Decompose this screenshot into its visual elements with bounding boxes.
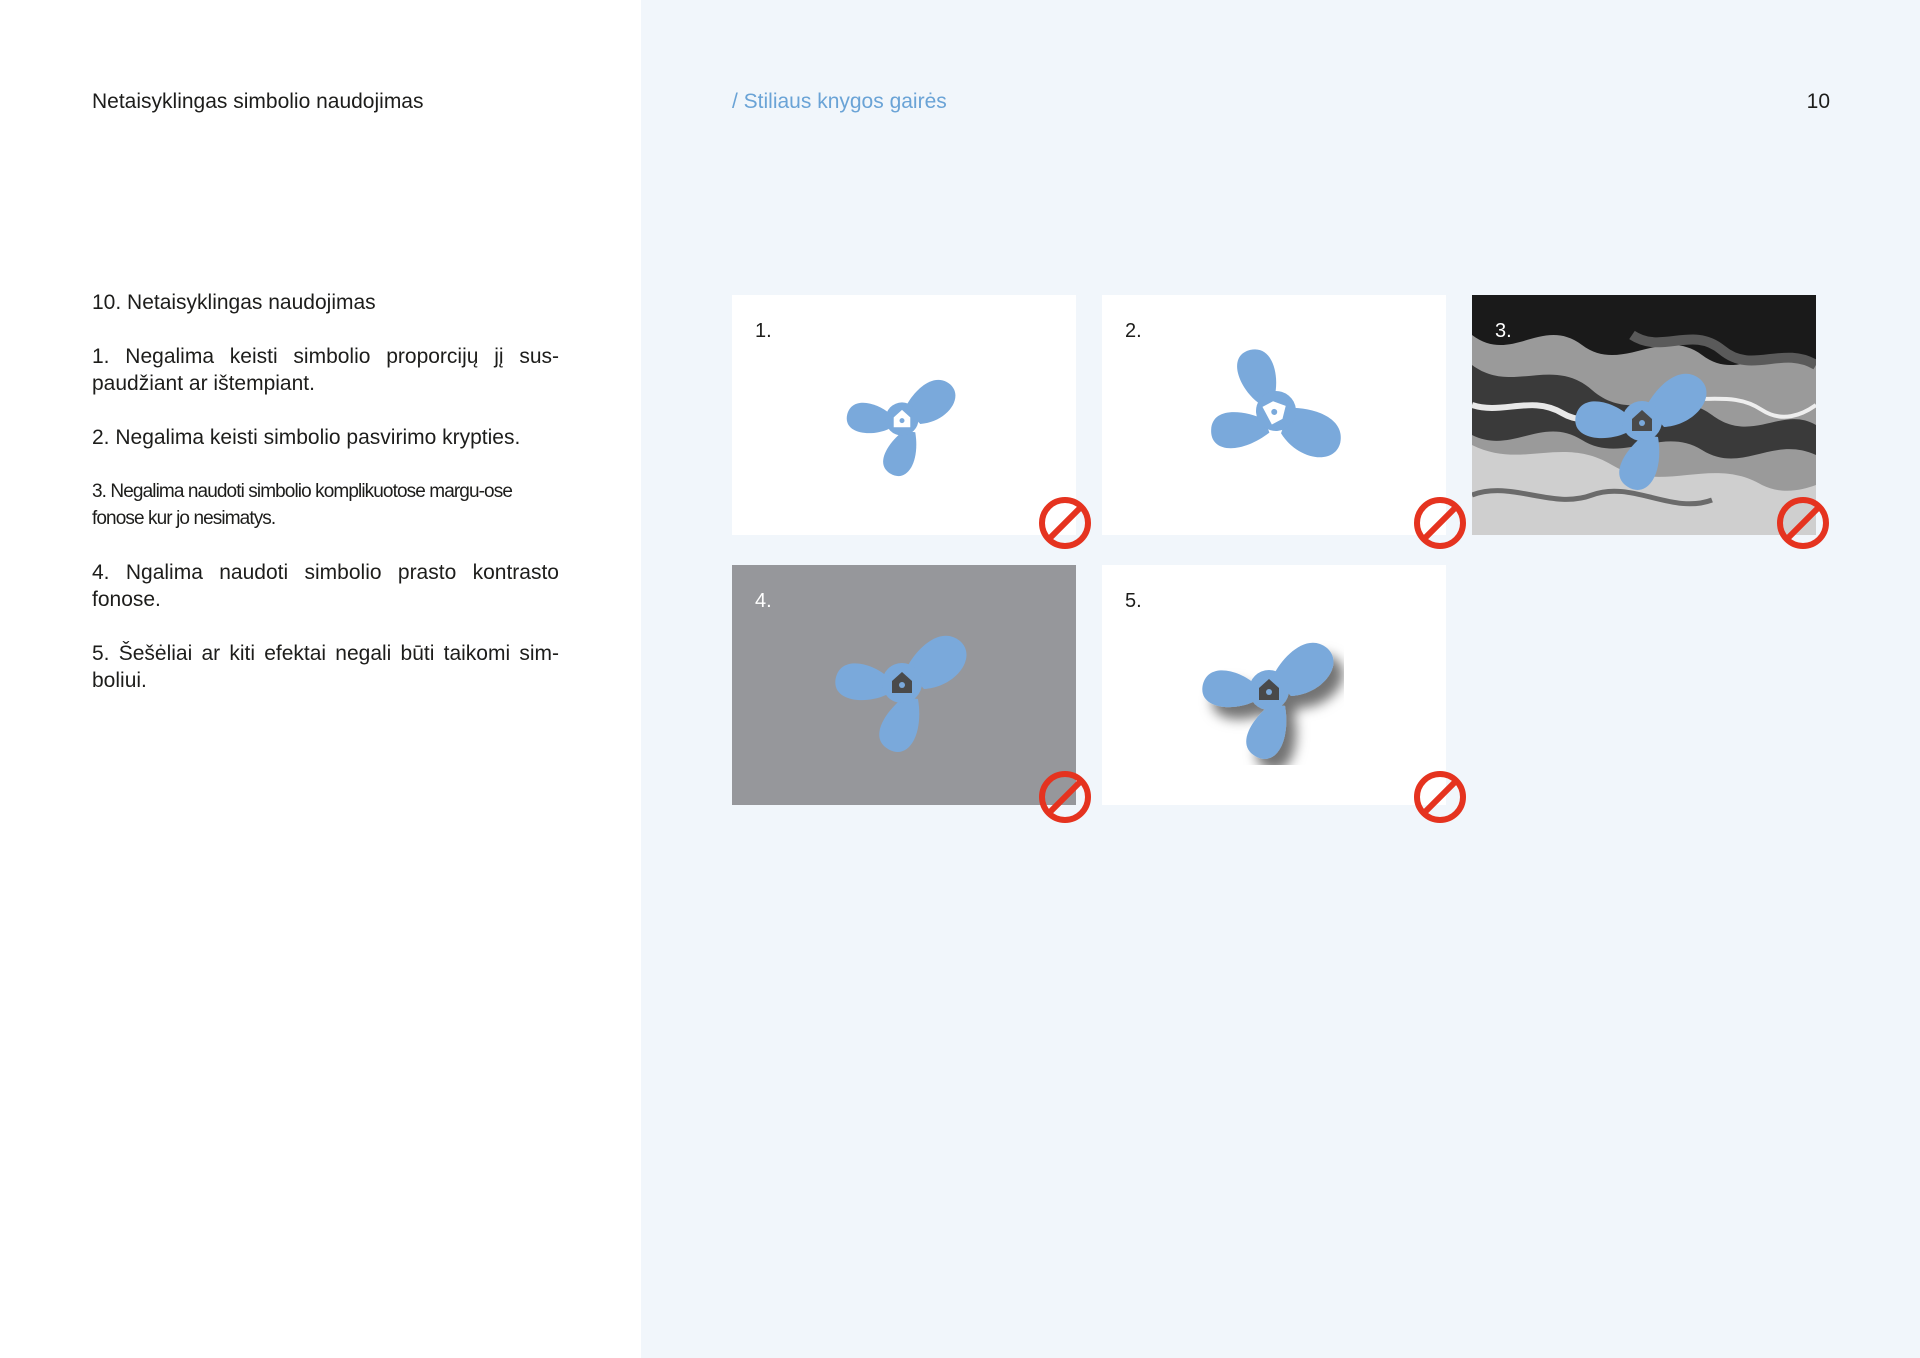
page-number: 10 — [1806, 90, 1830, 113]
example-number: 1. — [755, 320, 772, 342]
fan-symbol-busy-background-icon — [1572, 351, 1712, 491]
prohibited-icon — [1776, 496, 1830, 550]
example-tile-shadow — [1102, 565, 1446, 805]
example-number: 3. — [1495, 320, 1512, 342]
rule-item: 1. Negalima keisti simbolio proporcijų jį sus-paudžiant ar ištempiant. — [92, 345, 559, 395]
example-tile-busy-background — [1472, 295, 1816, 535]
prohibited-icon — [1413, 770, 1467, 824]
section-label: / Stiliaus knygos gairės — [732, 90, 947, 113]
rule-item: 2. Negalima keisti simbolio pasvirimo krypties. — [92, 426, 521, 449]
fan-symbol-low-contrast-icon — [832, 613, 972, 753]
rule-item: 4. Ngalima naudoti simbolio prasto kontrasto fonose. — [92, 561, 559, 611]
example-number: 5. — [1125, 590, 1142, 612]
page-title: Netaisyklingas simbolio naudojimas — [92, 90, 424, 113]
example-number: 4. — [755, 590, 772, 612]
prohibited-icon — [1038, 770, 1092, 824]
fan-symbol-shadow-icon — [1194, 615, 1344, 765]
fan-symbol-rotated-icon — [1206, 341, 1346, 481]
prohibited-icon — [1038, 496, 1092, 550]
rule-item: 3. Negalima naudoti simbolio komplikuotose margu-ose fonose kur jo nesimatys. — [92, 481, 512, 529]
rule-item: 5. Šešėliai ar kiti efektai negali būti taikomi sim-boliui. — [92, 642, 559, 692]
fan-symbol-squashed-icon — [834, 361, 970, 477]
example-tile-rotated — [1102, 295, 1446, 535]
rules-heading: 10. Netaisyklingas naudojimas — [92, 291, 376, 314]
example-number: 2. — [1125, 320, 1142, 342]
example-tile-squashed — [732, 295, 1076, 535]
prohibited-icon — [1413, 496, 1467, 550]
example-tile-low-contrast — [732, 565, 1076, 805]
rules-text — [92, 289, 559, 721]
